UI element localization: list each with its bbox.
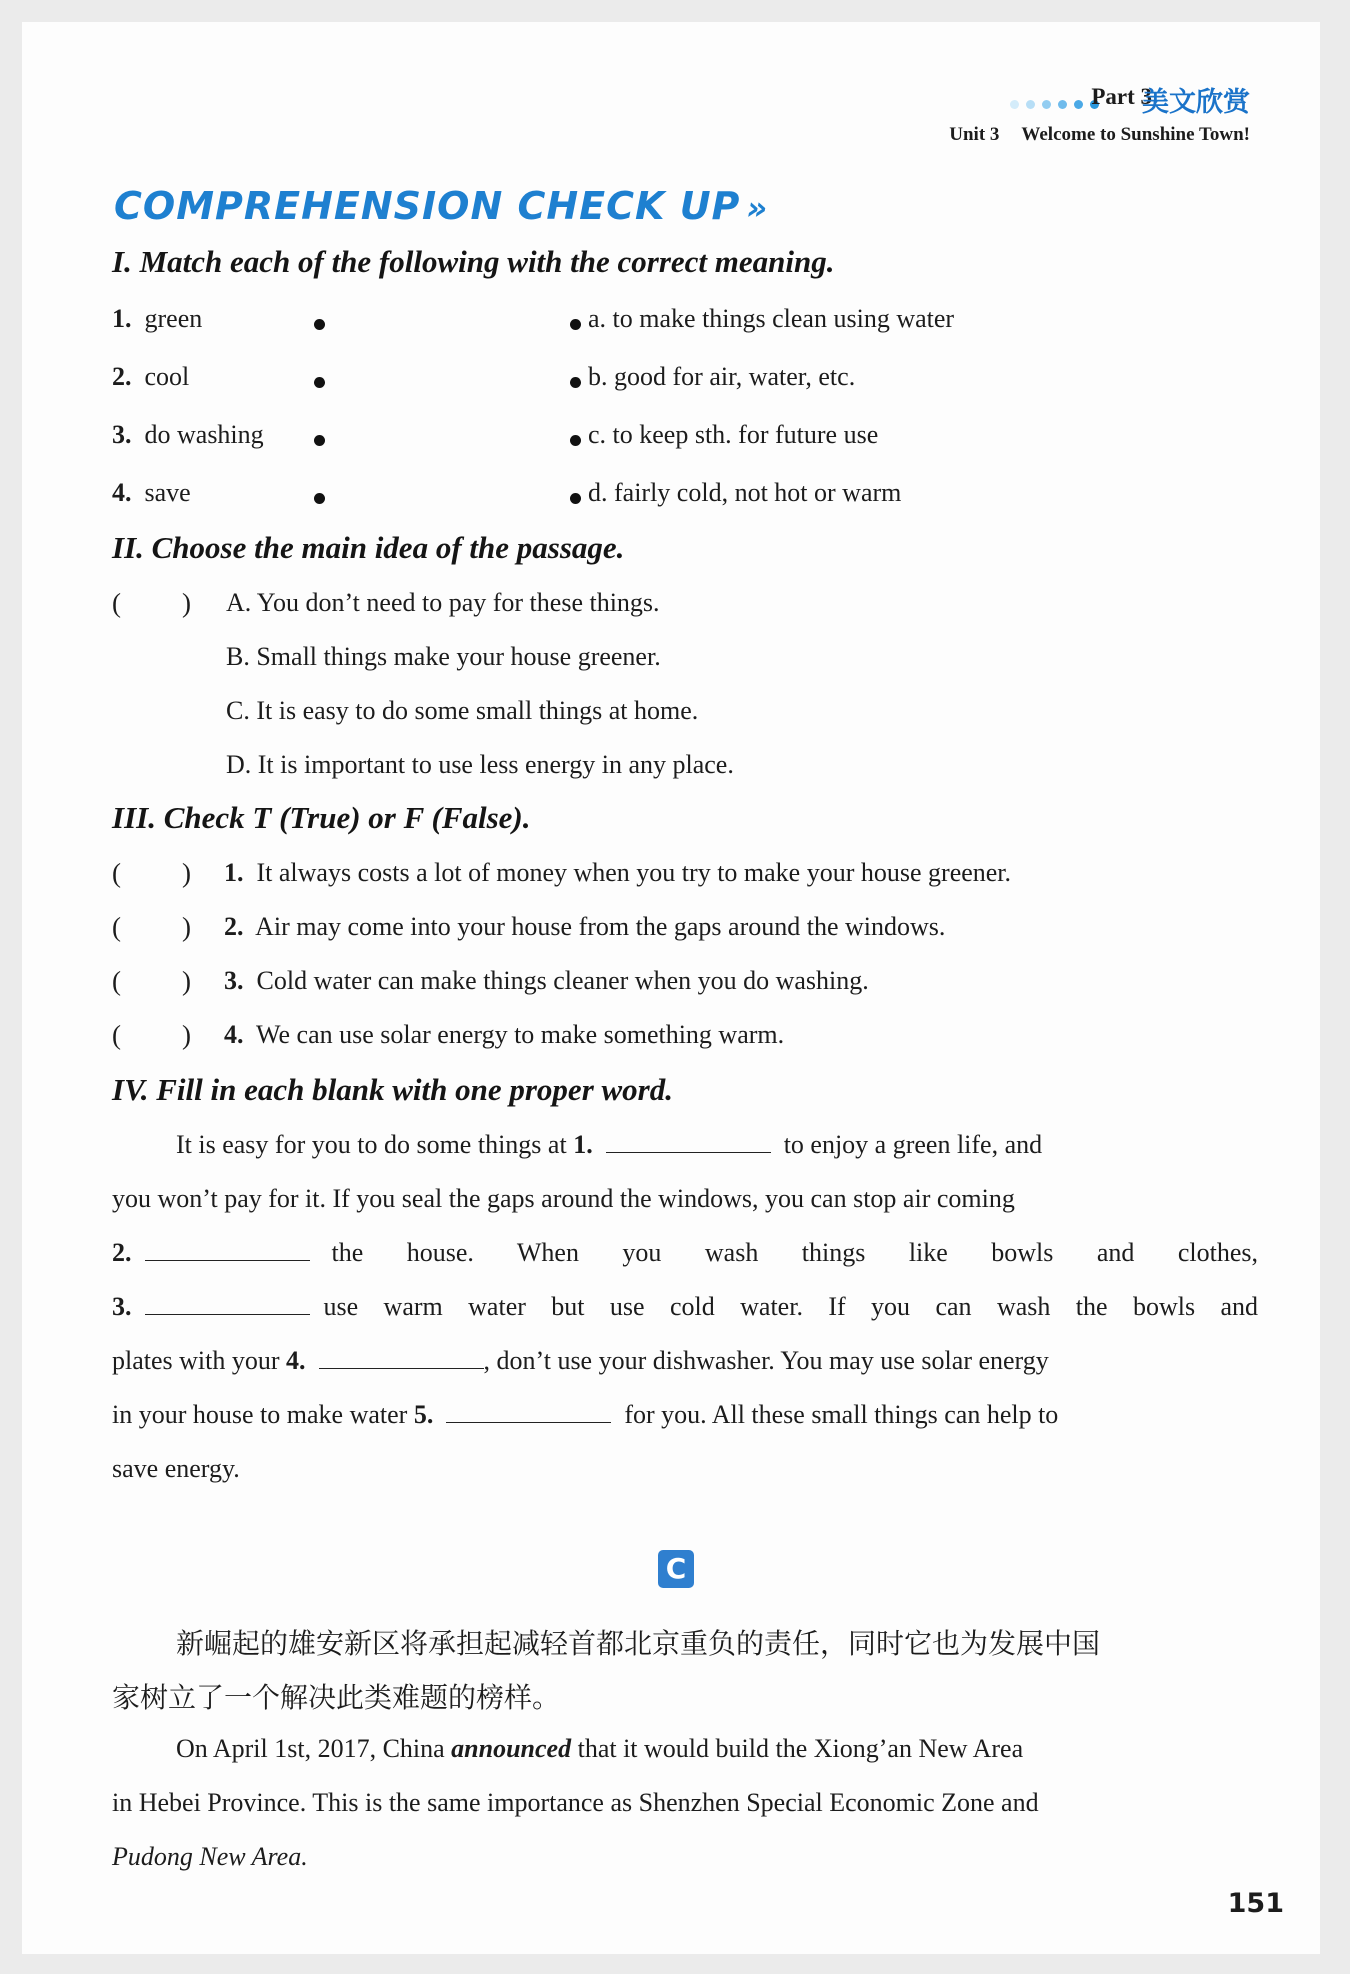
blank-4[interactable] xyxy=(319,1346,484,1369)
double-chevron-icon: » xyxy=(746,189,769,227)
match-dot-right[interactable] xyxy=(570,435,581,446)
answer-paren-open: ( xyxy=(112,858,121,888)
tf-item-3: 3. Cold water can make things cleaner when you do washing. xyxy=(224,966,869,995)
fill-line-5: plates with your 4. , don’t use your dishwasher. You may use solar energy xyxy=(112,1346,1049,1375)
unit-number: Unit 3 xyxy=(949,124,1000,145)
passage-line-3: Pudong New Area. xyxy=(112,1842,308,1871)
dot-icon xyxy=(1026,100,1035,109)
match-dot-left[interactable] xyxy=(314,493,325,504)
option-a[interactable]: A. You don’t need to pay for these things. xyxy=(226,588,660,617)
option-c[interactable]: C. It is easy to do some small things at home. xyxy=(226,696,699,725)
comprehension-title-text: COMPREHENSION CHECK UP xyxy=(114,184,741,228)
highlighted-word: announced xyxy=(451,1734,572,1763)
match-dot-right[interactable] xyxy=(570,377,581,388)
header-part: Part 3 xyxy=(1091,84,1152,109)
unit-title: Welcome to Sunshine Town! xyxy=(1021,124,1250,145)
header-unit xyxy=(949,124,1250,146)
header-part-cn: 美文欣赏 xyxy=(1142,87,1250,118)
fill-line-3: 2. the house. When you wash things like bowls and clothes, xyxy=(112,1238,1258,1267)
dot-icon xyxy=(1074,100,1083,109)
answer-paren-close: ) xyxy=(182,1020,191,1050)
blank-2[interactable] xyxy=(145,1238,310,1261)
match-right-d: d. fairly cold, not hot or warm xyxy=(588,478,902,507)
answer-paren-open: ( xyxy=(112,1020,121,1050)
fill-line-7: save energy. xyxy=(112,1454,240,1483)
dot-icon xyxy=(1010,100,1019,109)
dot-icon xyxy=(1042,100,1051,109)
answer-paren-close: ) xyxy=(182,588,191,618)
page-number: 151 xyxy=(1227,1888,1284,1919)
blank-3[interactable] xyxy=(145,1292,310,1315)
dot-icon xyxy=(1058,100,1067,109)
fill-line-6: in your house to make water 5. for you. All these small things can help to xyxy=(112,1400,1059,1429)
comprehension-title xyxy=(114,184,768,228)
chinese-intro-line-1: 新崛起的雄安新区将承担起减轻首都北京重负的责任，同时它也为发展中国 xyxy=(176,1627,1101,1660)
answer-blank[interactable] xyxy=(130,588,182,620)
answer-paren-open: ( xyxy=(112,912,121,942)
passage-line-1: On April 1st, 2017, China announced that it would build the Xiong’an New Area xyxy=(176,1734,1024,1763)
match-dot-left[interactable] xyxy=(314,435,325,446)
section-c-badge: C xyxy=(658,1550,694,1588)
match-left-4: 4. save xyxy=(112,478,191,507)
tf-item-2: 2. Air may come into your house from the gaps around the windows. xyxy=(224,912,946,941)
tf-item-4: 4. We can use solar energy to make something warm. xyxy=(224,1020,785,1049)
blank-5[interactable] xyxy=(446,1400,611,1423)
match-left-1: 1. green xyxy=(112,304,203,333)
option-b[interactable]: B. Small things make your house greener. xyxy=(226,642,661,671)
section-2-title: II. Choose the main idea of the passage. xyxy=(112,530,625,565)
answer-paren-open: ( xyxy=(112,966,121,996)
passage-line-2: in Hebei Province. This is the same importance as Shenzhen Special Economic Zone and xyxy=(112,1788,1039,1817)
fill-line-1: It is easy for you to do some things at 1. to enjoy a green life, and xyxy=(176,1130,1043,1159)
match-right-b: b. good for air, water, etc. xyxy=(588,362,856,391)
match-left-3: 3. do washing xyxy=(112,420,264,449)
answer-paren-close: ) xyxy=(182,966,191,996)
chinese-intro-line-2: 家树立了一个解决此类难题的榜样。 xyxy=(112,1681,561,1714)
match-dot-right[interactable] xyxy=(570,493,581,504)
page xyxy=(22,22,1320,1954)
match-right-c: c. to keep sth. for future use xyxy=(588,420,879,449)
tf-item-1: 1. It always costs a lot of money when you try to make your house greener. xyxy=(224,858,1012,887)
match-dot-left[interactable] xyxy=(314,377,325,388)
option-d[interactable]: D. It is important to use less energy in any place. xyxy=(226,750,734,779)
match-left-2: 2. cool xyxy=(112,362,190,391)
match-right-a: a. to make things clean using water xyxy=(588,304,955,333)
fill-line-4: 3. use warm water but use cold water. If you can wash the bowls and xyxy=(112,1292,1258,1321)
section-4-title: IV. Fill in each blank with one proper word. xyxy=(112,1072,673,1107)
blank-1[interactable] xyxy=(606,1130,771,1153)
section-1-title: I. Match each of the following with the correct meaning. xyxy=(112,244,835,279)
section-3-title: III. Check T (True) or F (False). xyxy=(112,800,531,835)
answer-paren-close: ) xyxy=(182,858,191,888)
answer-paren-open: ( xyxy=(112,588,121,618)
match-dot-left[interactable] xyxy=(314,319,325,330)
match-dot-right[interactable] xyxy=(570,319,581,330)
fill-line-2: you won’t pay for it. If you seal the gaps around the windows, you can stop air coming xyxy=(112,1184,1015,1213)
answer-paren-close: ) xyxy=(182,912,191,942)
